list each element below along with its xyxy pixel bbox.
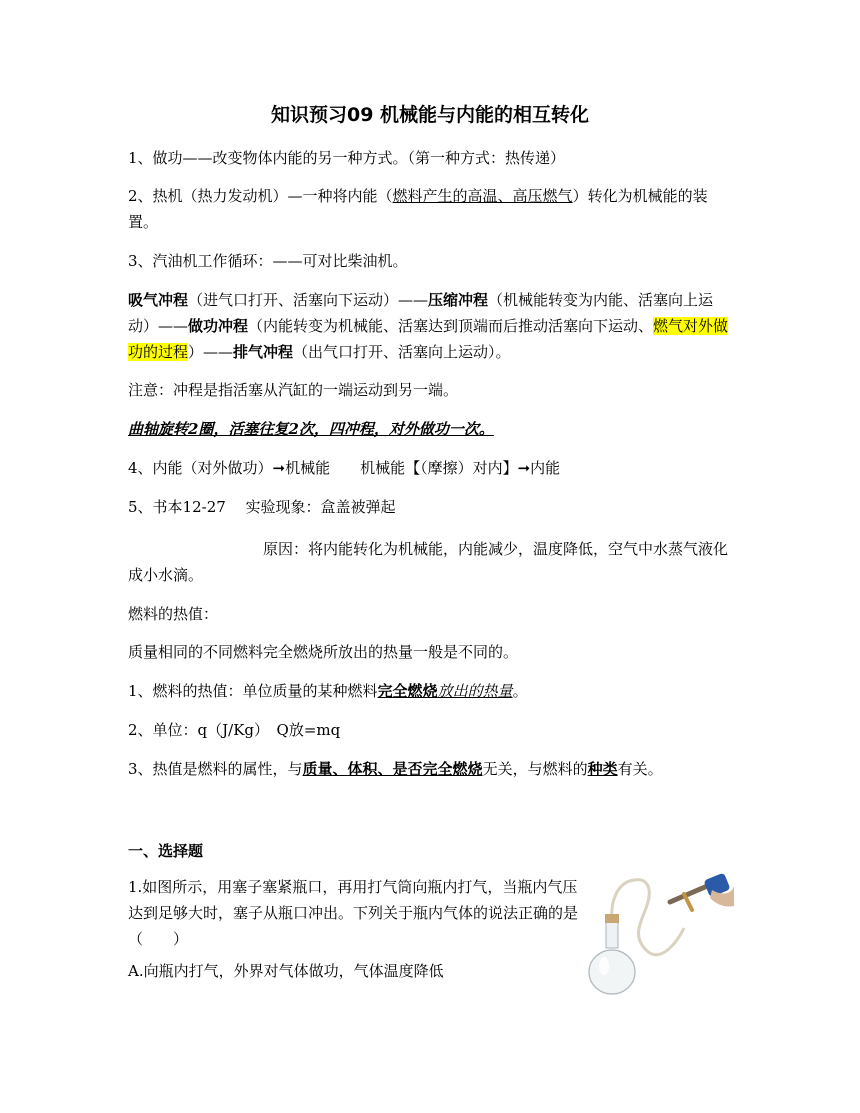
stroke-intake: 吸气冲程 xyxy=(128,291,189,309)
stroke-power: 做功冲程 xyxy=(188,317,249,335)
flask-neck xyxy=(606,920,618,948)
stroke-compression-desc: （机械能转变为内能、活塞向上运动）—— xyxy=(128,291,714,335)
property-b: 质量、体积、是否完全燃烧 xyxy=(302,760,483,778)
stroke-exhaust-desc: （出气口打开、活塞向上运动）。 xyxy=(293,343,511,361)
property-e: 有关。 xyxy=(617,760,663,778)
point-2-text-b: ）转化为机械能的装置。 xyxy=(128,187,708,231)
pump-barrel xyxy=(670,884,712,902)
property-a: 3、热值是燃料的属性，与 xyxy=(128,760,303,778)
point-5: 5、书本12-27 实验现象：盒盖被弹起 xyxy=(128,498,396,516)
stroke-compression: 压缩冲程 xyxy=(428,291,489,309)
point-2-text-a: 2、热机（热力发动机）—一种将内能（ xyxy=(128,187,393,205)
property-d: 种类 xyxy=(587,760,618,778)
option-a: A.向瓶内打气，外界对气体做功，气体温度降低 xyxy=(128,962,444,980)
cork xyxy=(605,914,619,923)
property-c: 无关，与燃料的 xyxy=(482,760,588,778)
point-1: 1、做功——改变物体内能的另一种方式。（第一种方式：热传递） xyxy=(128,149,566,167)
point-2-underlined: 燃料产生的高温、高压燃气 xyxy=(392,187,573,205)
heat-value-def-c: 放出的热量 xyxy=(437,682,513,700)
crank-note: 曲轴旋转2圈，活塞往复2次，四冲程，对外做功一次。 xyxy=(128,420,494,438)
four-strokes xyxy=(128,287,734,365)
page-title: 知识预习09 机械能与内能的相互转化 xyxy=(270,104,590,126)
note: 注意：冲程是指活塞从汽缸的一端运动到另一端。 xyxy=(128,381,459,399)
stroke-power-desc: （内能转变为机械能、活塞达到顶端而后推动活塞向下运动、 xyxy=(248,317,654,335)
flask-body xyxy=(589,950,635,994)
point-3: 3、汽油机工作循环：——可对比柴油机。 xyxy=(128,252,408,270)
reason: 原因：将内能转化为机械能，内能减少，温度降低，空气中水蒸气液化成小水滴。 xyxy=(128,540,729,584)
heat-value-def-b: 完全燃烧 xyxy=(377,682,438,700)
heat-value-property xyxy=(128,756,734,782)
flask-pump-figure xyxy=(584,872,734,997)
heat-value-def-a: 1、燃料的热值：单位质量的某种燃料 xyxy=(128,682,378,700)
heat-value-def xyxy=(128,678,734,704)
question-1: 1.如图所示，用塞子塞紧瓶口，再用打气筒向瓶内打气，当瓶内气压达到足够大时，塞子从瓶口冲出。下列关于瓶内气体的说法正确的是（ ） xyxy=(128,878,579,948)
point-2 xyxy=(128,183,734,235)
air-tube xyxy=(612,880,684,955)
heat-value-intro: 质量相同的不同燃料完全燃烧所放出的热量一般是不同的。 xyxy=(128,643,519,661)
highlighted-text: 燃气对外做功的过程 xyxy=(128,317,729,361)
flask-shine xyxy=(599,957,609,975)
heat-value-def-d: 。 xyxy=(512,682,528,700)
point-4: 4、内能（对外做功）➞机械能 机械能【（摩擦）对内】➞内能 xyxy=(128,459,561,477)
section-heading: 一、选择题 xyxy=(128,842,204,860)
stroke-intake-desc: （进气口打开、活塞向下运动）—— xyxy=(188,291,429,309)
heat-value-heading: 燃料的热值： xyxy=(128,605,219,623)
heat-value-unit: 2、单位：q（J/Kg） Q放=mq xyxy=(128,721,341,739)
stroke-exhaust: 排气冲程 xyxy=(233,343,294,361)
stroke-power-end: ）—— xyxy=(188,343,234,361)
